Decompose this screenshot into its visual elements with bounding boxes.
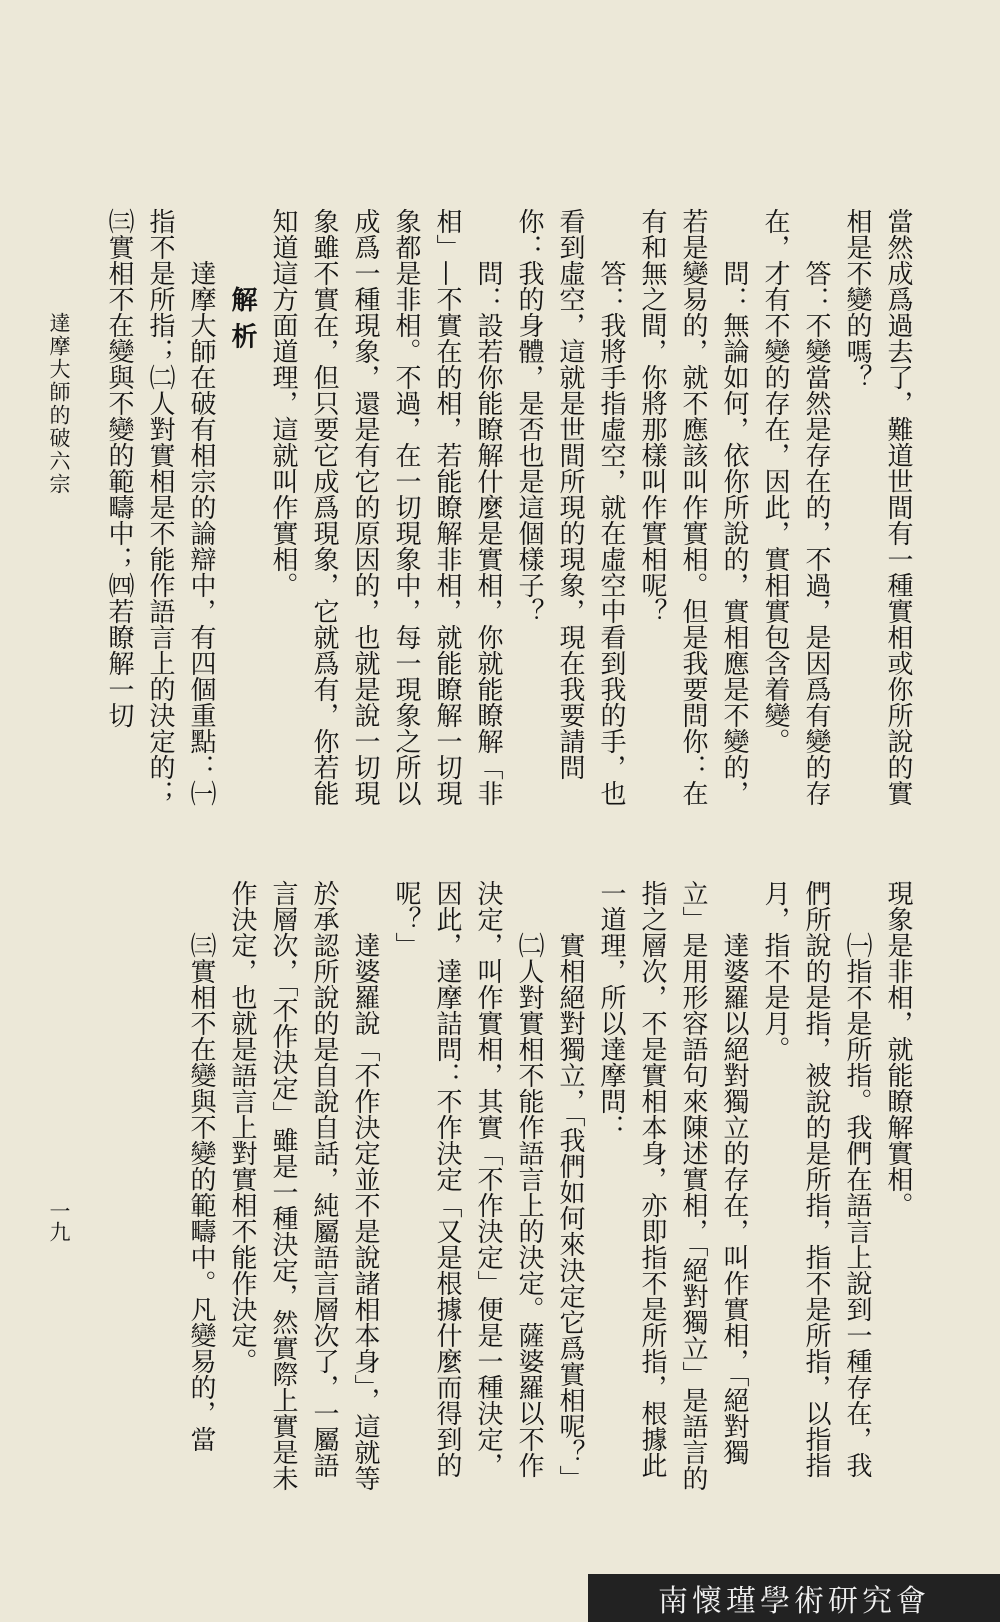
paragraph: 當然成爲過去了，難道世間有一種實相或你所說的實相是不變的嗎？ xyxy=(842,208,913,806)
paragraph: 達婆羅說「不作決定並不是說諸相本身」，這就等於承認所說的是自說自話，純屬語言層次了，一屬語言層次，「不作決定」雖是一種決定，然實際上實是未作決定，也就是語言上對實相不能作決定。 xyxy=(227,880,380,1491)
paragraph: 達婆羅以絕對獨立的存在，叫作實相，「絕對獨立」是用形容語句來陳述實相，「絕對獨立」是語言的指之層次，不是實相本身，亦即指不是所指，根據此一道理，所以達摩問： xyxy=(596,880,749,1491)
paragraph: 答：不變當然是存在的，不過，是因爲有變的存在，才有不變的存在，因此，實相實包含着變。 xyxy=(760,208,831,806)
paragraph: ㈠指不是所指。我們在語言上說到一種存在，我們所說的是指，被說的是所指，指不是所指，以指指月，指不是月。 xyxy=(760,880,872,1478)
paragraph: 答：我將手指虛空，就在虛空中看到我的手，也看到虛空，這就是世間所現的現象，現在我要請問你：我的身體，是否也是這個樣子？ xyxy=(514,208,626,806)
paragraph: 問：無論如何，依你所說的，實相應是不變的，若是變易的，就不應該叫作實相。但是我要問你：在有和無之間，你將那樣叫作實相呢？ xyxy=(637,208,749,806)
paragraph: 達摩大師在破有相宗的論辯中，有四個重點：㈠指不是所指；㈡人對實相是不能作語言上的決定的；㈢實相不在變與不變的範疇中；㈣若瞭解一切 xyxy=(104,208,216,806)
publisher-watermark: 南懷瑾學術研究會 xyxy=(588,1574,1000,1622)
paragraph: 現象是非相，就能瞭解實相。 xyxy=(883,880,913,1218)
page-number: 一九 xyxy=(47,1200,71,1242)
running-head: 達摩大師的破六宗 xyxy=(47,312,71,496)
paragraph: 問：設若你能瞭解什麼是實相，你就能瞭解「非相」—不實在的相，若能瞭解非相，就能瞭解一切現象都是非相。不過，在一切現象中，每一現象之所以成爲一種現象，還是有它的原因的，也就是說一切現象雖不實在，但只要它成爲現象，它就爲有，你若能知道這方面道理，這就叫作實相。 xyxy=(268,208,503,806)
paragraph: ㈢實相不在變與不變的範疇中。凡變易的，當 xyxy=(186,932,216,1452)
section-heading: 解析 xyxy=(227,286,257,359)
lower-text-block xyxy=(180,880,918,1495)
paragraph: 實相絕對獨立，「我們如何來決定它爲實相呢？」 xyxy=(555,932,585,1491)
upper-text-block xyxy=(98,208,918,830)
paragraph: ㈡人對實相不能作語言上的決定。薩婆羅以不作決定，叫作實相，其實「不作決定」便是一種決定，因此，達摩詰問：不作決定「又是根據什麼而得到的呢？」 xyxy=(391,880,544,1478)
